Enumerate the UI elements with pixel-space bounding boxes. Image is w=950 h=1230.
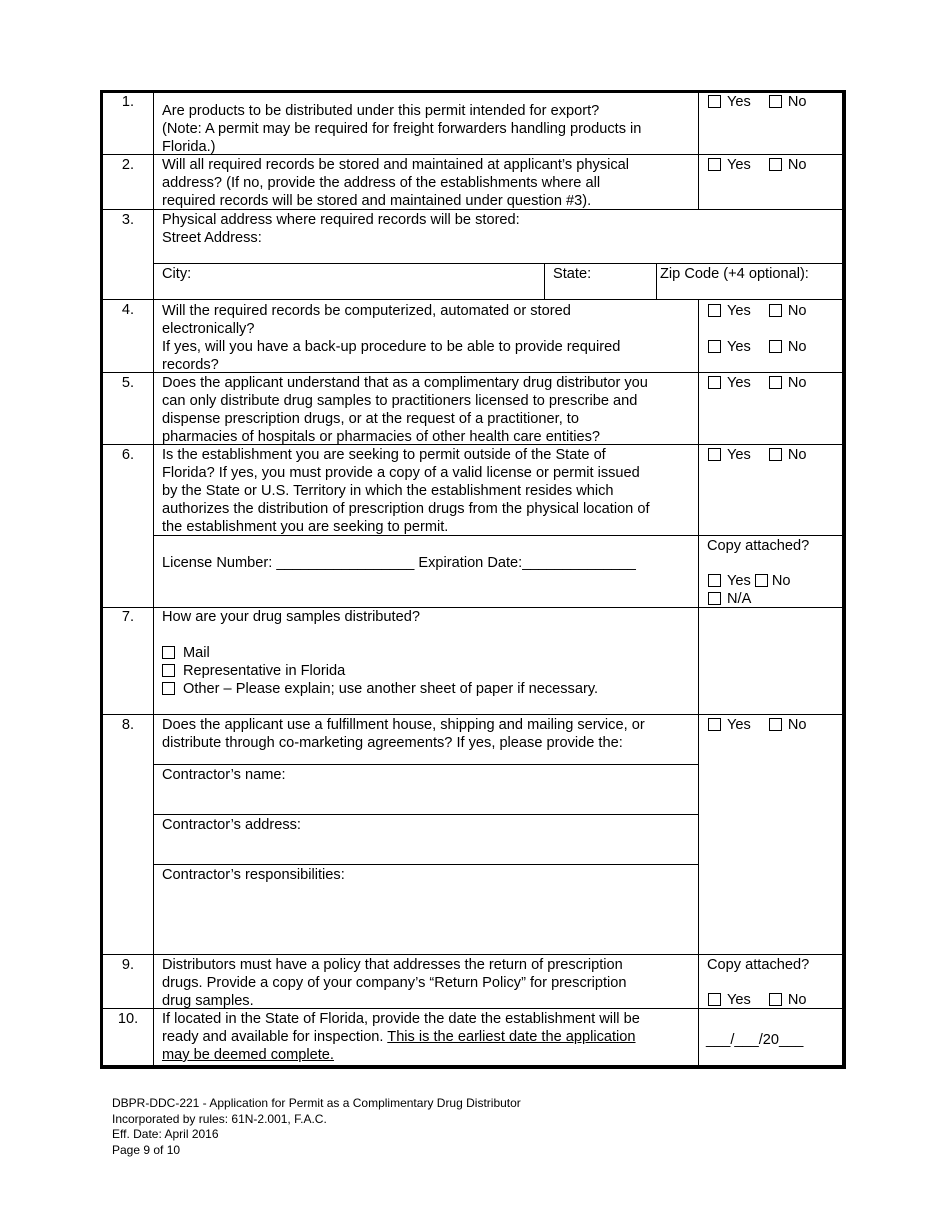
column-divider [698, 299, 699, 1066]
question-number: 7. [121, 609, 135, 625]
option-mail [162, 644, 210, 662]
zip-code-label: Zip Code (+4 optional): [660, 266, 809, 282]
q6-text-line: the establishment you are seeking to permit. [162, 519, 449, 535]
license-number-field[interactable]: License Number: _________________ Expiration Date:______________ [162, 555, 636, 571]
q10-text-line: If located in the State of Florida, provide the date the establishment will be [162, 1011, 640, 1027]
q3-text-line: Physical address where required records will be stored: [162, 212, 520, 228]
option-other [162, 680, 598, 698]
no-checkbox[interactable] [769, 304, 782, 317]
copy-attached-label: Copy attached? [707, 538, 810, 554]
question-number: 9. [121, 957, 135, 973]
q9-text-line: Distributors must have a policy that addresses the return of prescription [162, 957, 623, 973]
row-divider [153, 263, 843, 264]
q8-yes-no [708, 716, 806, 734]
q6-copy-yes-no [708, 572, 791, 590]
q1-text-line: Are products to be distributed under this permit intended for export? [162, 103, 600, 119]
column-divider [153, 93, 154, 1066]
yes-checkbox[interactable] [708, 340, 721, 353]
no-checkbox[interactable] [755, 574, 768, 587]
copy-attached-label: Copy attached? [707, 957, 810, 973]
city-label: City: [162, 266, 192, 282]
yes-checkbox[interactable] [708, 993, 721, 1006]
question-number: 8. [121, 717, 135, 733]
option-label: Other – Please explain; use another sheet of paper if necessary. [183, 681, 599, 697]
no-label: No [787, 339, 807, 355]
no-checkbox[interactable] [769, 993, 782, 1006]
question-number: 10. [117, 1011, 139, 1027]
question-number: 2. [121, 157, 135, 173]
form-footer [112, 1096, 521, 1158]
yes-label: Yes [727, 94, 751, 110]
q8-text-line: distribute through co-marketing agreements? If yes, please provide the: [162, 735, 623, 751]
q1-text-line: Florida.) [162, 139, 216, 155]
q4b-yes-no [708, 338, 806, 356]
yes-label: Yes [727, 573, 751, 589]
q2-yes-no [708, 156, 806, 174]
q5-text-line: pharmacies of hospitals or pharmacies of other health care entities? [162, 429, 601, 445]
q6-text-line: by the State or U.S. Territory in which the establishment resides which [162, 483, 614, 499]
contractor-address-label: Contractor’s address: [162, 817, 301, 833]
column-divider [544, 263, 545, 299]
q5-text-line: Does the applicant understand that as a complimentary drug distributor you [162, 375, 648, 391]
row-divider [103, 299, 843, 300]
no-label: No [771, 573, 791, 589]
q10-underlined-text: This is the earliest date the application [387, 1029, 636, 1045]
q10-underlined-text: may be deemed complete. [162, 1047, 334, 1063]
footer-line: DBPR-DDC-221 - Application for Permit as a Complimentary Drug Distributor [112, 1096, 521, 1110]
q9-yes-no [708, 991, 806, 1009]
column-divider [698, 93, 699, 209]
no-checkbox[interactable] [769, 158, 782, 171]
q6-na-option [708, 590, 751, 608]
no-label: No [787, 303, 807, 319]
q7-question: How are your drug samples distributed? [162, 609, 420, 625]
footer-line: Incorporated by rules: 61N-2.001, F.A.C. [112, 1111, 327, 1126]
yes-checkbox[interactable] [708, 448, 721, 461]
yes-label: Yes [727, 375, 751, 391]
no-label: No [787, 94, 807, 110]
q4-text-line: electronically? [162, 321, 255, 337]
q6-text-line: authorizes the distribution of prescription drugs from the physical location of [162, 501, 650, 517]
column-divider [656, 263, 657, 299]
option-label: Representative in Florida [183, 663, 346, 679]
q2-text-line: Will all required records be stored and maintained at applicant’s physical [162, 157, 629, 173]
q4-text-line: If yes, will you have a back-up procedure to be able to provide required [162, 339, 621, 355]
row-divider [153, 814, 698, 815]
q8-text-line: Does the applicant use a fulfillment house, shipping and mailing service, or [162, 717, 645, 733]
no-checkbox[interactable] [769, 718, 782, 731]
row-divider [103, 954, 843, 955]
q9-text-line: drug samples. [162, 993, 254, 1009]
q10-plain-text: ready and available for inspection. [162, 1029, 388, 1045]
question-number: 5. [121, 375, 135, 391]
mail-checkbox[interactable] [162, 646, 175, 659]
street-address-label: Street Address: [162, 230, 262, 246]
q6-yes-no [708, 446, 806, 464]
yes-checkbox[interactable] [708, 376, 721, 389]
footer-line: Eff. Date: April 2016 [112, 1127, 219, 1141]
yes-label: Yes [727, 339, 751, 355]
yes-checkbox[interactable] [708, 718, 721, 731]
yes-label: Yes [727, 447, 751, 463]
no-checkbox[interactable] [769, 376, 782, 389]
q5-yes-no [708, 374, 806, 392]
yes-checkbox[interactable] [708, 158, 721, 171]
no-label: No [787, 157, 807, 173]
contractor-responsibilities-label: Contractor’s responsibilities: [162, 867, 345, 883]
yes-checkbox[interactable] [708, 95, 721, 108]
representative-checkbox[interactable] [162, 664, 175, 677]
no-checkbox[interactable] [769, 95, 782, 108]
no-label: No [787, 375, 807, 391]
yes-checkbox[interactable] [708, 574, 721, 587]
q1-yes-no [708, 93, 806, 111]
q1-text-line: (Note: A permit may be required for freight forwarders handling products in [162, 121, 642, 137]
no-label: No [787, 717, 807, 733]
yes-label: Yes [727, 717, 751, 733]
yes-checkbox[interactable] [708, 304, 721, 317]
na-checkbox[interactable] [708, 592, 721, 605]
option-label: Mail [183, 645, 210, 661]
q10-text-line [162, 1028, 636, 1046]
yes-label: Yes [727, 157, 751, 173]
other-checkbox[interactable] [162, 682, 175, 695]
q9-text-line: drugs. Provide a copy of your company’s “Return Policy” for prescription [162, 975, 627, 991]
q5-text-line: can only distribute drug samples to practitioners licensed to prescribe and [162, 393, 638, 409]
question-number: 1. [121, 94, 135, 110]
q2-text-line: address? (If no, provide the address of the establishments where all [162, 175, 601, 191]
question-number: 3. [121, 212, 135, 228]
q4a-yes-no [708, 302, 806, 320]
option-representative [162, 662, 345, 680]
yes-label: Yes [727, 303, 751, 319]
q4-text-line: records? [162, 357, 219, 373]
inspection-date-field[interactable]: ___/___/20___ [706, 1032, 804, 1048]
q5-text-line: dispense prescription drugs, or at the request of a practitioner, to [162, 411, 579, 427]
q6-text-line: Is the establishment you are seeking to permit outside of the State of [162, 447, 606, 463]
no-label: No [787, 447, 807, 463]
question-number: 4. [121, 302, 135, 318]
q6-text-line: Florida? If yes, you must provide a copy of a valid license or permit issued [162, 465, 640, 481]
q4-text-line: Will the required records be computerized, automated or stored [162, 303, 571, 319]
contractor-name-label: Contractor’s name: [162, 767, 286, 783]
yes-label: Yes [727, 992, 751, 1008]
na-label: N/A [727, 591, 752, 607]
q2-text-line: required records will be stored and maintained under question #3). [162, 193, 592, 209]
row-divider [153, 864, 698, 865]
page-number: Page 9 of 10 [112, 1142, 181, 1157]
question-number: 6. [121, 447, 135, 463]
row-divider [103, 714, 843, 715]
state-label: State: [553, 266, 592, 282]
no-checkbox[interactable] [769, 448, 782, 461]
no-checkbox[interactable] [769, 340, 782, 353]
no-label: No [787, 992, 807, 1008]
row-divider [153, 764, 698, 765]
